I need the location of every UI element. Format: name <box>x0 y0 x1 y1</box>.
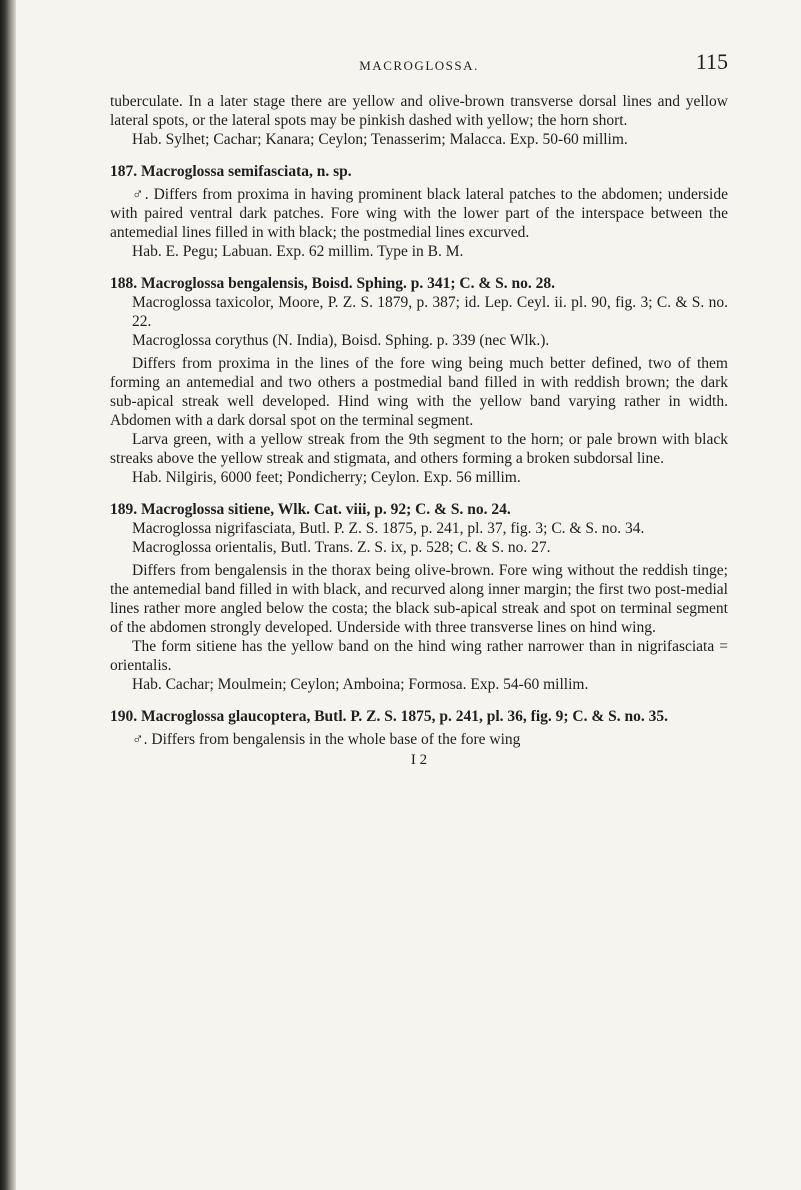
synonym-line: Macroglossa taxicolor, Moore, P. Z. S. 1879, p. 387; id. Lep. Ceyl. ii. pl. 90, fig. 3; C. & S. no. 22. <box>132 294 728 330</box>
species-heading-189: 189. Macroglossa sitiene, Wlk. Cat. viii, p. 92; C. & S. no. 24. <box>110 501 511 518</box>
habitat-paragraph: Hab. Nilgiris, 6000 feet; Pondicherry; Ceylon. Exp. 56 millim. <box>132 469 521 486</box>
page-number: 115 <box>695 49 728 74</box>
description-paragraph: ♂. Differs from proxima in having prominent black lateral patches to the abdomen; underside with paired ventral dark patches. Fore wing with the lower part of the interspace between the antemedial lines filled in with black; the postmedial lines excurved. <box>110 186 728 241</box>
synonym-line: Macroglossa nigrifasciata, Butl. P. Z. S. 1875, p. 241, pl. 37, fig. 3; C. & S. no. 34. <box>132 520 645 537</box>
larva-paragraph: Larva green, with a yellow streak from the 9th segment to the horn; or pale brown with black streaks above the yellow streak and stigmata, and others forming a broken subdorsal line. <box>110 431 728 467</box>
habitat-paragraph: Hab. Cachar; Moulmein; Ceylon; Amboina; Formosa. Exp. 54-60 millim. <box>132 676 589 693</box>
species-heading-190: 190. Macroglossa glaucoptera, Butl. P. Z. S. 1875, p. 241, pl. 36, fig. 9; C. & S. no. 35. <box>110 708 669 725</box>
habitat-paragraph: Hab. E. Pegu; Labuan. Exp. 62 millim. Type in B. M. <box>132 243 464 260</box>
description-paragraph: Differs from proxima in the lines of the fore wing being much better defined, two of them forming an antemedial and two others a postmedial band filled in with reddish brown; the dark sub-apical streak well developed. Hind wing with the yellow band varying rather in width. Abdomen with a dark dorsal spot on the terminal segment. <box>110 355 728 429</box>
paragraph-larva-continued: tuberculate. In a later stage there are yellow and olive-brown transverse dorsal lines and yellow lateral spots, or the lateral spots may be pinkish dashed with yellow; the horn short. <box>110 93 728 129</box>
book-binding-shadow <box>0 0 16 1190</box>
synonym-line: Macroglossa orientalis, Butl. Trans. Z. S. ix, p. 528; C. & S. no. 27. <box>132 539 551 556</box>
running-title: MACROGLOSSA. <box>359 58 479 73</box>
species-heading-188: 188. Macroglossa bengalensis, Boisd. Sphing. p. 341; C. & S. no. 28. <box>110 275 555 292</box>
synonym-line: Macroglossa corythus (N. India), Boisd. Sphing. p. 339 (nec Wlk.). <box>132 332 550 349</box>
book-page <box>110 49 728 770</box>
description-paragraph: ♂. Differs from bengalensis in the whole base of the fore wing <box>132 731 521 748</box>
description-paragraph: Differs from bengalensis in the thorax being olive-brown. Fore wing without the reddish tinge; the antemedial band filled in with black, and recurved along inner margin; the first two post-medial lines rather more angled below the costa; the black sub-apical streak and spot on terminal segment of the abdomen strongly developed. Underside with three transverse lines on hind wing. <box>110 562 728 636</box>
page-header <box>110 49 728 82</box>
habitat-paragraph: Hab. Sylhet; Cachar; Kanara; Ceylon; Tenasserim; Malacca. Exp. 50-60 millim. <box>132 131 628 148</box>
form-note-paragraph: The form sitiene has the yellow band on the hind wing rather narrower than in nigrifasciata = orientalis. <box>110 638 728 674</box>
signature-mark: I 2 <box>410 752 428 768</box>
species-heading-187: 187. Macroglossa semifasciata, n. sp. <box>110 163 352 180</box>
